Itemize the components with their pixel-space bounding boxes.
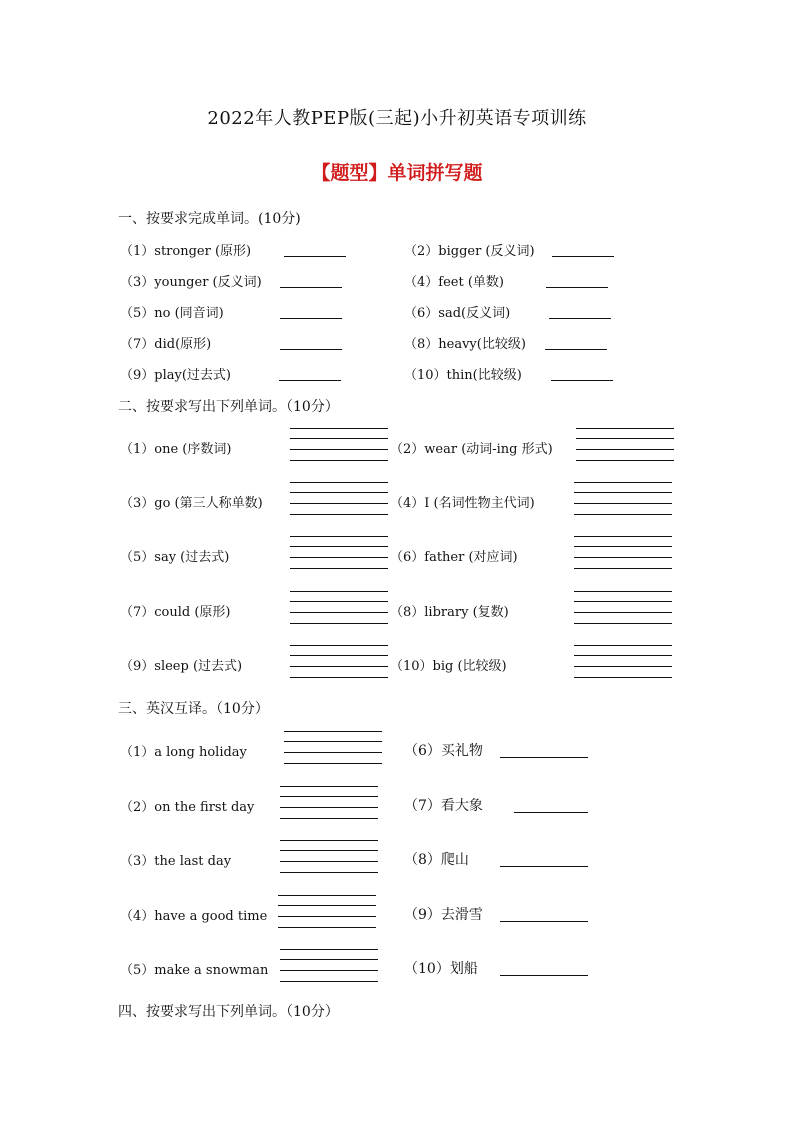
s2-answer-4-line-3[interactable] bbox=[574, 503, 672, 504]
s3-answer-4-line-2[interactable] bbox=[278, 905, 376, 906]
s1-item-6: （6）sad(反义词) bbox=[404, 306, 511, 321]
s3-item-9: （9）去滑雪 bbox=[404, 907, 483, 923]
s2-answer-5-line-3[interactable] bbox=[290, 557, 388, 558]
s2-answer-6-line-2[interactable] bbox=[574, 546, 672, 547]
s2-item-6: （6）father (对应词) bbox=[390, 550, 518, 565]
s2-item-1: （1）one (序数词) bbox=[120, 442, 232, 457]
s1-answer-7[interactable] bbox=[280, 349, 342, 350]
document-title: 2022年人教PEP版(三起)小升初英语专项训练 bbox=[207, 108, 587, 129]
s3-answer-5-line-2[interactable] bbox=[280, 959, 378, 960]
s2-answer-1-line-3[interactable] bbox=[290, 449, 388, 450]
s3-answer-3-line-2[interactable] bbox=[280, 850, 378, 851]
s3-answer-1-line-3[interactable] bbox=[284, 752, 382, 753]
s2-answer-2-line-1[interactable] bbox=[576, 428, 674, 429]
s2-answer-3-line-1[interactable] bbox=[290, 482, 388, 483]
s2-answer-9-line-3[interactable] bbox=[290, 666, 388, 667]
s2-item-3: （3）go (第三人称单数) bbox=[120, 496, 263, 511]
s2-answer-1-line-2[interactable] bbox=[290, 438, 388, 439]
s2-item-10: （10）big (比较级) bbox=[390, 659, 507, 674]
s2-answer-10-line-2[interactable] bbox=[574, 655, 672, 656]
s2-answer-8-line-4[interactable] bbox=[574, 623, 672, 624]
s2-item-8: （8）library (复数) bbox=[390, 605, 509, 620]
s3-item-5: （5）make a snowman bbox=[120, 963, 269, 978]
s1-item-2: （2）bigger (反义词) bbox=[404, 244, 535, 259]
s2-item-4: （4）I (名词性物主代词) bbox=[390, 496, 535, 511]
s3-answer-4-line-3[interactable] bbox=[278, 916, 376, 917]
s2-answer-4-line-4[interactable] bbox=[574, 514, 672, 515]
s1-item-10: （10）thin(比较级) bbox=[404, 368, 522, 383]
s3-answer-2-line-3[interactable] bbox=[280, 807, 378, 808]
s3-answer-2-line-2[interactable] bbox=[280, 796, 378, 797]
s3-item-4: （4）have a good time bbox=[120, 909, 268, 924]
s2-answer-8-line-1[interactable] bbox=[574, 591, 672, 592]
s1-item-9: （9）play(过去式) bbox=[120, 368, 231, 383]
s2-answer-1-line-1[interactable] bbox=[290, 428, 388, 429]
s1-answer-6[interactable] bbox=[549, 318, 611, 319]
s3-item-6: （6）买礼物 bbox=[404, 743, 483, 759]
s3-answer-4-line-1[interactable] bbox=[278, 895, 376, 896]
s3-answer-7[interactable] bbox=[514, 812, 588, 813]
s2-answer-7-line-2[interactable] bbox=[290, 601, 388, 602]
s3-answer-1-line-2[interactable] bbox=[284, 741, 382, 742]
s2-answer-9-line-4[interactable] bbox=[290, 677, 388, 678]
s2-answer-10-line-1[interactable] bbox=[574, 645, 672, 646]
s2-answer-10-line-3[interactable] bbox=[574, 666, 672, 667]
s2-answer-9-line-1[interactable] bbox=[290, 645, 388, 646]
section-3-heading: 三、英汉互译。（10分） bbox=[118, 701, 269, 717]
s3-answer-1-line-1[interactable] bbox=[284, 731, 382, 732]
s1-answer-5[interactable] bbox=[280, 318, 342, 319]
s2-answer-5-line-2[interactable] bbox=[290, 546, 388, 547]
s1-answer-3[interactable] bbox=[280, 287, 342, 288]
s3-item-3: （3）the last day bbox=[120, 854, 232, 869]
s1-item-5: （5）no (同音词) bbox=[120, 306, 224, 321]
s3-answer-2-line-1[interactable] bbox=[280, 786, 378, 787]
s2-answer-6-line-1[interactable] bbox=[574, 536, 672, 537]
s3-answer-5-line-1[interactable] bbox=[280, 949, 378, 950]
s2-answer-4-line-1[interactable] bbox=[574, 482, 672, 483]
section-2-heading: 二、按要求写出下列单词。（10分） bbox=[118, 399, 339, 415]
s2-answer-9-line-2[interactable] bbox=[290, 655, 388, 656]
s1-item-3: （3）younger (反义词) bbox=[120, 275, 262, 290]
s2-answer-3-line-2[interactable] bbox=[290, 492, 388, 493]
s2-answer-2-line-3[interactable] bbox=[576, 449, 674, 450]
s3-answer-3-line-1[interactable] bbox=[280, 840, 378, 841]
s1-item-1: （1）stronger (原形) bbox=[120, 244, 252, 259]
s3-answer-8[interactable] bbox=[500, 866, 588, 867]
s2-answer-1-line-4[interactable] bbox=[290, 460, 388, 461]
s3-answer-3-line-3[interactable] bbox=[280, 861, 378, 862]
s1-answer-9[interactable] bbox=[279, 380, 341, 381]
s1-answer-4[interactable] bbox=[546, 287, 608, 288]
s2-answer-6-line-4[interactable] bbox=[574, 568, 672, 569]
s3-item-7: （7）看大象 bbox=[404, 798, 483, 814]
s2-item-7: （7）could (原形) bbox=[120, 605, 231, 620]
s3-answer-1-line-4[interactable] bbox=[284, 763, 382, 764]
question-type-subtitle: 【题型】单词拼写题 bbox=[311, 162, 483, 184]
s2-answer-3-line-3[interactable] bbox=[290, 503, 388, 504]
s2-answer-2-line-2[interactable] bbox=[576, 438, 674, 439]
s2-answer-7-line-1[interactable] bbox=[290, 591, 388, 592]
s2-item-5: （5）say (过去式) bbox=[120, 550, 230, 565]
s3-answer-9[interactable] bbox=[500, 921, 588, 922]
s1-answer-2[interactable] bbox=[552, 256, 614, 257]
s1-item-7: （7）did(原形) bbox=[120, 337, 212, 352]
s2-answer-5-line-1[interactable] bbox=[290, 536, 388, 537]
s1-answer-1[interactable] bbox=[284, 256, 346, 257]
s3-answer-10[interactable] bbox=[500, 975, 588, 976]
s2-answer-8-line-3[interactable] bbox=[574, 612, 672, 613]
s3-item-8: （8）爬山 bbox=[404, 852, 469, 868]
s2-item-9: （9）sleep (过去式) bbox=[120, 659, 243, 674]
s3-item-2: （2）on the first day bbox=[120, 800, 255, 815]
s2-answer-5-line-4[interactable] bbox=[290, 568, 388, 569]
s3-answer-2-line-4[interactable] bbox=[280, 818, 378, 819]
s2-answer-2-line-4[interactable] bbox=[576, 460, 674, 461]
s1-item-4: （4）feet (单数) bbox=[404, 275, 504, 290]
s1-answer-8[interactable] bbox=[545, 349, 607, 350]
s3-item-1: （1）a long holiday bbox=[120, 745, 247, 760]
s3-answer-5-line-4[interactable] bbox=[280, 981, 378, 982]
s2-answer-8-line-2[interactable] bbox=[574, 601, 672, 602]
section-1-heading: 一、按要求完成单词。(10分) bbox=[118, 211, 301, 227]
section-4-heading: 四、按要求写出下列单词。（10分） bbox=[118, 1004, 339, 1020]
s2-answer-6-line-3[interactable] bbox=[574, 557, 672, 558]
s1-answer-10[interactable] bbox=[551, 380, 613, 381]
s2-answer-7-line-3[interactable] bbox=[290, 612, 388, 613]
s3-answer-6[interactable] bbox=[500, 757, 588, 758]
s2-answer-7-line-4[interactable] bbox=[290, 623, 388, 624]
s2-answer-3-line-4[interactable] bbox=[290, 514, 388, 515]
s3-answer-4-line-4[interactable] bbox=[278, 927, 376, 928]
s2-answer-4-line-2[interactable] bbox=[574, 492, 672, 493]
s1-item-8: （8）heavy(比较级) bbox=[404, 337, 526, 352]
s3-answer-5-line-3[interactable] bbox=[280, 970, 378, 971]
s2-item-2: （2）wear (动词-ing 形式) bbox=[390, 442, 553, 457]
s2-answer-10-line-4[interactable] bbox=[574, 677, 672, 678]
s3-item-10: （10）划船 bbox=[404, 961, 478, 977]
s3-answer-3-line-4[interactable] bbox=[280, 872, 378, 873]
